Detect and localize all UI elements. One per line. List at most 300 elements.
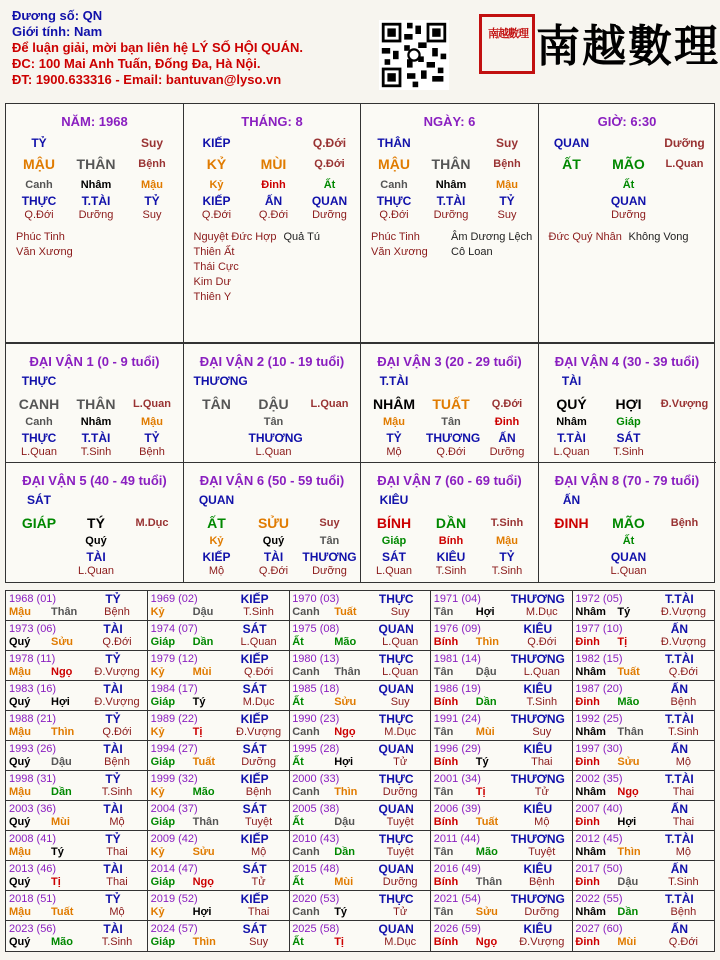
hidden-ten-god: KIẾP bbox=[202, 194, 231, 208]
year-cell bbox=[572, 831, 714, 861]
year-cell bbox=[572, 621, 714, 651]
year-branch: Hợi bbox=[192, 906, 212, 918]
hidden-ten-god: THƯƠNG bbox=[302, 550, 357, 564]
year-label: 2019 (52) bbox=[150, 893, 198, 905]
year-cell bbox=[572, 861, 714, 891]
year-label: 2005 (38) bbox=[292, 803, 340, 815]
stem-branch: THÂN bbox=[431, 156, 471, 172]
year-branch: Thìn bbox=[192, 936, 216, 948]
hidden-stem: Đinh bbox=[261, 179, 286, 191]
year-cell bbox=[572, 591, 714, 621]
year-branch: Thân bbox=[475, 876, 503, 888]
year-branch: Dần bbox=[617, 906, 639, 918]
year-cell bbox=[148, 621, 290, 651]
year-stage: T.Sinh bbox=[101, 786, 133, 798]
year-branch: Sửu bbox=[334, 696, 357, 708]
luck-ten-god: KIÊU bbox=[379, 493, 409, 507]
hidden-stage: Mộ bbox=[208, 565, 225, 577]
hidden-ten-god: ẤN bbox=[498, 431, 516, 445]
year-branch: Thân bbox=[192, 816, 219, 828]
year-cell bbox=[6, 921, 148, 951]
year-ten-god: THƯƠNG bbox=[510, 652, 565, 666]
year-ten-god: T.TÀI bbox=[665, 712, 694, 726]
year-cell bbox=[6, 651, 148, 681]
hidden-stem: Quý bbox=[85, 535, 107, 547]
year-label: 2007 (40) bbox=[575, 803, 623, 815]
ten-god-top: TỶ bbox=[31, 136, 47, 150]
year-cell bbox=[289, 861, 431, 891]
year-stem: Quý bbox=[9, 636, 31, 648]
year-stem: Nhâm bbox=[575, 786, 606, 798]
year-branch: Sửu bbox=[192, 846, 215, 858]
stem-branch: TÂN bbox=[202, 396, 231, 412]
hidden-stage: Bệnh bbox=[139, 446, 165, 458]
life-stage: L.Quan bbox=[310, 398, 349, 410]
year-stage: M.Dục bbox=[525, 606, 558, 618]
year-branch: Dần bbox=[475, 696, 497, 708]
year-stage: M.Dục bbox=[242, 696, 275, 708]
year-stage: Tử bbox=[393, 906, 408, 918]
year-branch: Mão bbox=[192, 786, 215, 798]
star-name: Phúc Tinh bbox=[16, 231, 65, 243]
year-stage: Mộ bbox=[109, 816, 125, 828]
year-label: 2022 (55) bbox=[575, 893, 623, 905]
year-branch: Mão bbox=[617, 696, 640, 708]
life-stage: Bệnh bbox=[493, 158, 521, 170]
year-stem: Giáp bbox=[150, 696, 176, 708]
star-name: Quả Tú bbox=[283, 231, 320, 243]
ten-god-top: THÂN bbox=[377, 136, 411, 150]
hidden-ten-god: THƯƠNG bbox=[426, 431, 481, 445]
year-ten-god: QUAN bbox=[378, 682, 414, 696]
year-branch: Mão bbox=[334, 636, 357, 648]
year-stem: Bính bbox=[433, 936, 459, 948]
year-cell bbox=[289, 681, 431, 711]
year-label: 1981 (14) bbox=[433, 653, 481, 665]
year-branch: Thìn bbox=[51, 726, 75, 738]
hidden-stem: Canh bbox=[25, 416, 53, 428]
stem-branch: MÙI bbox=[260, 156, 287, 172]
year-label: 2008 (41) bbox=[9, 833, 57, 845]
year-ten-god: THƯƠNG bbox=[510, 712, 565, 726]
hidden-ten-god: ẤN bbox=[264, 194, 283, 208]
header-info bbox=[12, 8, 332, 88]
gender: Giới tính: Nam bbox=[12, 24, 103, 39]
red-seal-stamp bbox=[479, 14, 535, 74]
year-stage: Bệnh bbox=[528, 876, 555, 888]
year-branch: Tuất bbox=[192, 756, 215, 768]
year-stem: Đinh bbox=[575, 636, 600, 648]
year-ten-god: SÁT bbox=[242, 682, 267, 696]
year-cell bbox=[289, 771, 431, 801]
year-cell bbox=[6, 681, 148, 711]
hidden-stem: Giáp bbox=[381, 535, 407, 547]
year-stem: Kỷ bbox=[150, 786, 165, 798]
year-stem: Canh bbox=[292, 726, 320, 738]
year-ten-god: T.TÀI bbox=[665, 592, 694, 606]
year-stem: Tân bbox=[433, 906, 454, 918]
year-stem: Ất bbox=[292, 756, 304, 768]
star-list bbox=[549, 230, 622, 245]
year-stage: Mộ bbox=[250, 846, 267, 858]
year-stage: Bệnh bbox=[104, 606, 130, 618]
ten-god-top: Q.Đới bbox=[312, 136, 347, 150]
year-stem: Quý bbox=[9, 876, 31, 888]
year-stage: Bệnh bbox=[670, 906, 697, 918]
stem-branch: ẤT bbox=[562, 156, 581, 172]
luck-ten-god: T.TÀI bbox=[379, 374, 409, 388]
year-ten-god: THƯƠNG bbox=[510, 832, 565, 846]
luck-ten-god: THỰC bbox=[21, 374, 57, 388]
luck-ten-god: QUAN bbox=[198, 493, 235, 507]
year-label: 2002 (35) bbox=[575, 773, 623, 785]
year-branch: Sửu bbox=[617, 756, 640, 768]
hidden-stage: L.Quan bbox=[375, 565, 413, 577]
life-stage: Đ.Vượng bbox=[660, 398, 709, 410]
year-cell bbox=[148, 831, 290, 861]
year-ten-god: TỶ bbox=[105, 592, 121, 606]
stem-branch: NHÂM bbox=[373, 396, 415, 412]
year-label: 1972 (05) bbox=[575, 593, 623, 605]
year-label: 2009 (42) bbox=[150, 833, 198, 845]
luck-cycle-3 bbox=[361, 344, 539, 463]
luck-cycle-1 bbox=[6, 344, 184, 463]
year-stem: Nhâm bbox=[575, 666, 606, 678]
hidden-stem: Kỷ bbox=[209, 535, 224, 547]
stem-branch: TUẤT bbox=[432, 396, 470, 412]
hidden-ten-god: T.TÀI bbox=[436, 194, 466, 208]
hidden-stem: Nhâm bbox=[435, 179, 467, 191]
pillar-title: THÁNG: 8 bbox=[241, 114, 303, 129]
hidden-stem: Ất bbox=[323, 179, 336, 191]
year-stage: Đ.Vượng bbox=[94, 666, 140, 678]
hidden-stage: T.Sinh bbox=[491, 565, 523, 577]
year-stem: Mậu bbox=[9, 606, 31, 618]
year-stem: Tân bbox=[433, 726, 454, 738]
ten-god-top: Suy bbox=[140, 136, 163, 150]
year-stage: Mộ bbox=[534, 816, 550, 828]
year-stage: Tuyệt bbox=[386, 846, 414, 858]
stem-branch: THÂN bbox=[76, 396, 116, 412]
year-stage: Q.Đới bbox=[102, 636, 132, 648]
year-ten-god: ẤN bbox=[670, 622, 689, 636]
year-stem: Bính bbox=[433, 816, 459, 828]
seal-lettering: 南越數理 bbox=[488, 27, 528, 40]
stem-branch: SỬU bbox=[257, 515, 290, 531]
stem-branch: ẤT bbox=[207, 515, 226, 531]
year-ten-god: SÁT bbox=[242, 802, 267, 816]
year-cell bbox=[431, 831, 573, 861]
year-label: 2010 (43) bbox=[292, 833, 340, 845]
year-branch: Thân bbox=[51, 606, 78, 618]
luck-title: ĐẠI VẬN 8 (70 - 79 tuổi) bbox=[554, 473, 700, 488]
year-stage: Thai bbox=[247, 906, 270, 918]
pillars-panel bbox=[5, 103, 715, 343]
year-stage: L.Quan bbox=[382, 636, 419, 648]
year-label: 1994 (27) bbox=[150, 743, 198, 755]
year-stem: Bính bbox=[433, 696, 459, 708]
hidden-ten-god: THỰC bbox=[21, 194, 57, 208]
year-stem: Kỷ bbox=[150, 726, 165, 738]
year-ten-god: KIẾP bbox=[240, 652, 269, 666]
year-ten-god: THỰC bbox=[378, 592, 414, 606]
hidden-stage: Dưỡng bbox=[312, 565, 347, 577]
year-branch: Thân bbox=[617, 726, 644, 738]
year-label: 1987 (20) bbox=[575, 683, 623, 695]
year-stem: Giáp bbox=[150, 816, 176, 828]
star-name: Phúc Tinh bbox=[371, 231, 420, 243]
year-ten-god: TÀI bbox=[103, 922, 123, 936]
year-cell bbox=[431, 741, 573, 771]
hidden-ten-god: TÀI bbox=[263, 550, 284, 564]
year-cell bbox=[6, 591, 148, 621]
year-stem: Nhâm bbox=[575, 726, 606, 738]
star-name: Văn Xương bbox=[16, 246, 73, 258]
luck-cycle-5 bbox=[6, 463, 184, 582]
year-ten-god: QUAN bbox=[378, 922, 414, 936]
year-label: 2014 (47) bbox=[150, 863, 198, 875]
luck-ten-god: ẤN bbox=[562, 493, 581, 507]
stem-branch: THÂN bbox=[76, 156, 116, 172]
year-stem: Nhâm bbox=[575, 606, 606, 618]
year-stem: Mậu bbox=[9, 726, 31, 738]
year-stage: Đ.Vượng bbox=[660, 636, 706, 648]
life-stage: Suy bbox=[319, 517, 340, 529]
luck-cycle-7 bbox=[361, 463, 539, 582]
hidden-stem: Nhâm bbox=[556, 416, 587, 428]
year-branch: Mùi bbox=[51, 816, 70, 828]
stem-branch: HỢI bbox=[615, 396, 642, 412]
hidden-ten-god: SÁT bbox=[382, 550, 406, 564]
hidden-ten-god: TỶ bbox=[144, 194, 160, 208]
year-branch: Tý bbox=[334, 906, 348, 918]
hidden-ten-god: KIẾP bbox=[202, 550, 231, 564]
year-branch: Ngọ bbox=[475, 936, 498, 948]
year-stem: Ất bbox=[292, 636, 304, 648]
hidden-stem: Nhâm bbox=[80, 179, 112, 191]
year-stage: Dưỡng bbox=[524, 906, 560, 918]
year-stage: Q.Đới bbox=[102, 726, 132, 738]
year-cell bbox=[148, 651, 290, 681]
hidden-ten-god: THƯƠNG bbox=[248, 431, 303, 445]
hidden-stage: L.Quan bbox=[77, 565, 115, 577]
year-label: 1986 (19) bbox=[433, 683, 481, 695]
year-label: 1996 (29) bbox=[433, 743, 481, 755]
year-stem: Đinh bbox=[575, 876, 600, 888]
hidden-stem: Mậu bbox=[141, 179, 163, 191]
stem-branch: DẬU bbox=[258, 396, 289, 412]
hidden-stem: Mậu bbox=[496, 179, 518, 191]
year-stage: Thai bbox=[672, 786, 695, 798]
hidden-ten-god: TỶ bbox=[499, 550, 515, 564]
year-label: 1983 (16) bbox=[9, 683, 57, 695]
year-stem: Mậu bbox=[9, 906, 31, 918]
star-list-2 bbox=[284, 230, 321, 245]
star-name: Nguyệt Đức Hợp bbox=[193, 231, 277, 243]
hidden-stage: Q.Đới bbox=[436, 446, 466, 458]
hidden-ten-god: SÁT bbox=[616, 431, 641, 445]
year-branch: Tị bbox=[475, 786, 486, 798]
year-stem: Ất bbox=[292, 936, 304, 948]
year-label: 1979 (12) bbox=[150, 653, 198, 665]
year-stem: Kỷ bbox=[150, 666, 165, 678]
year-stage: Tử bbox=[393, 756, 408, 768]
star-name: Cô Loan bbox=[451, 246, 493, 258]
year-cell bbox=[572, 741, 714, 771]
year-cell bbox=[148, 861, 290, 891]
hidden-stem: Mậu bbox=[141, 416, 163, 428]
year-stem: Canh bbox=[292, 606, 320, 618]
luck-ten-god: TÀI bbox=[561, 374, 582, 388]
year-branch: Thìn bbox=[475, 636, 500, 648]
ten-god-top: Suy bbox=[495, 136, 518, 150]
hidden-stem: Kỷ bbox=[209, 179, 224, 191]
year-ten-god: THỰC bbox=[378, 892, 414, 906]
year-label: 2003 (36) bbox=[9, 803, 57, 815]
year-stage: Đ.Vượng bbox=[519, 936, 565, 948]
year-ten-god: THƯƠNG bbox=[510, 892, 565, 906]
year-label: 1988 (21) bbox=[9, 713, 57, 725]
year-cell bbox=[431, 651, 573, 681]
hidden-ten-god: THỰC bbox=[376, 194, 412, 208]
year-stem: Ất bbox=[292, 696, 304, 708]
luck-title: ĐẠI VẬN 5 (40 - 49 tuổi) bbox=[22, 473, 167, 488]
year-branch: Dậu bbox=[192, 606, 214, 618]
luck-ten-god: SÁT bbox=[27, 493, 51, 507]
year-label: 1990 (23) bbox=[292, 713, 340, 725]
annual-years-grid bbox=[5, 590, 715, 952]
year-stem: Bính bbox=[433, 876, 459, 888]
year-stage: Tử bbox=[251, 876, 266, 888]
stem-branch: MÃO bbox=[612, 156, 645, 172]
year-branch: Mão bbox=[475, 846, 498, 858]
year-ten-god: TÀI bbox=[103, 682, 123, 696]
owner-name: Đương số: QN bbox=[12, 8, 103, 23]
life-stage: Q.Đới bbox=[314, 158, 345, 170]
star-list bbox=[194, 230, 277, 305]
year-cell bbox=[289, 831, 431, 861]
year-stem: Quý bbox=[9, 696, 31, 708]
year-ten-god: QUAN bbox=[378, 862, 414, 876]
year-stage: Tuyệt bbox=[528, 846, 556, 858]
year-cell bbox=[148, 711, 290, 741]
year-stem: Tân bbox=[433, 846, 454, 858]
hidden-stem: Bính bbox=[438, 535, 464, 547]
year-cell bbox=[6, 861, 148, 891]
luck-cycles-panel bbox=[5, 343, 715, 583]
year-cell bbox=[431, 891, 573, 921]
year-ten-god: TỶ bbox=[105, 832, 121, 846]
year-cell bbox=[289, 591, 431, 621]
year-branch: Mão bbox=[51, 936, 73, 948]
hidden-stem: Canh bbox=[380, 179, 408, 191]
year-ten-god: KIÊU bbox=[523, 862, 553, 876]
year-stem: Kỷ bbox=[150, 906, 165, 918]
year-stem: Quý bbox=[9, 756, 31, 768]
star-name: Thiên Ất bbox=[193, 246, 235, 258]
hidden-stem: Giáp bbox=[616, 416, 641, 428]
year-ten-god: THỰC bbox=[378, 712, 414, 726]
year-label: 2017 (50) bbox=[575, 863, 623, 875]
brand-title: 南越數理 bbox=[536, 21, 720, 72]
year-cell bbox=[431, 801, 573, 831]
pillar-title: NĂM: 1968 bbox=[61, 114, 128, 129]
year-label: 2027 (60) bbox=[575, 923, 623, 935]
year-label: 2016 (49) bbox=[433, 863, 481, 875]
life-stage: L.Quan bbox=[665, 158, 704, 170]
year-ten-god: SÁT bbox=[242, 862, 267, 876]
year-stage: L.Quan bbox=[382, 666, 419, 678]
year-ten-god: TÀI bbox=[103, 622, 123, 636]
year-stage: Suy bbox=[390, 696, 410, 708]
year-branch: Ngọ bbox=[51, 666, 73, 678]
pillar-title: NGÀY: 6 bbox=[423, 114, 476, 129]
year-label: 1985 (18) bbox=[292, 683, 340, 695]
year-branch: Tị bbox=[51, 876, 61, 888]
year-label: 1969 (02) bbox=[150, 593, 198, 605]
hidden-stage: T.Sinh bbox=[613, 446, 644, 458]
hidden-stem: Ất bbox=[622, 535, 635, 547]
year-label: 1995 (28) bbox=[292, 743, 340, 755]
year-stage: Q.Đới bbox=[243, 666, 274, 678]
luck-ten-god: THƯƠNG bbox=[193, 374, 248, 388]
life-stage: Bệnh bbox=[670, 517, 699, 529]
year-stem: Quý bbox=[9, 816, 31, 828]
stem-branch: ĐINH bbox=[554, 515, 589, 531]
year-branch: Tuất bbox=[334, 606, 357, 618]
star-list-2 bbox=[451, 230, 532, 260]
year-stem: Canh bbox=[292, 666, 320, 678]
year-label: 1993 (26) bbox=[9, 743, 57, 755]
year-cell bbox=[289, 651, 431, 681]
hidden-ten-god: TỶ bbox=[386, 431, 402, 445]
year-stage: Q.Đới bbox=[668, 936, 698, 948]
year-label: 1982 (15) bbox=[575, 653, 623, 665]
hidden-stage: L.Quan bbox=[20, 446, 58, 458]
life-stage: M.Dục bbox=[135, 517, 169, 529]
year-ten-god: ẤN bbox=[670, 742, 689, 756]
year-branch: Hợi bbox=[51, 696, 70, 708]
pillar-3 bbox=[361, 104, 539, 342]
luck-title: ĐẠI VẬN 3 (20 - 29 tuổi) bbox=[377, 354, 522, 369]
hidden-stage: Dưỡng bbox=[489, 446, 525, 458]
hidden-stage: Suy bbox=[142, 209, 162, 221]
hidden-ten-god: T.TÀI bbox=[81, 194, 111, 208]
star-name: Đức Quý Nhân bbox=[548, 231, 622, 243]
hidden-stage: Q.Đới bbox=[24, 209, 54, 221]
year-stem: Giáp bbox=[150, 876, 176, 888]
stem-branch: CANH bbox=[18, 396, 60, 412]
year-branch: Ngọ bbox=[192, 876, 214, 888]
year-cell bbox=[289, 711, 431, 741]
star-list bbox=[16, 230, 73, 260]
year-branch: Dần bbox=[192, 636, 214, 648]
year-cell bbox=[431, 861, 573, 891]
star-list bbox=[371, 230, 428, 260]
year-stem: Mậu bbox=[9, 846, 31, 858]
year-cell bbox=[148, 771, 290, 801]
year-ten-god: TÀI bbox=[103, 742, 123, 756]
year-label: 2026 (59) bbox=[433, 923, 481, 935]
year-ten-god: SÁT bbox=[242, 742, 267, 756]
year-stem: Canh bbox=[292, 846, 320, 858]
year-branch: Tý bbox=[51, 846, 64, 858]
year-cell bbox=[148, 681, 290, 711]
hidden-ten-god: QUAN bbox=[311, 194, 348, 208]
hidden-ten-god: T.TÀI bbox=[81, 431, 111, 445]
hidden-stem: Đinh bbox=[494, 416, 520, 428]
year-ten-god: T.TÀI bbox=[665, 772, 694, 786]
